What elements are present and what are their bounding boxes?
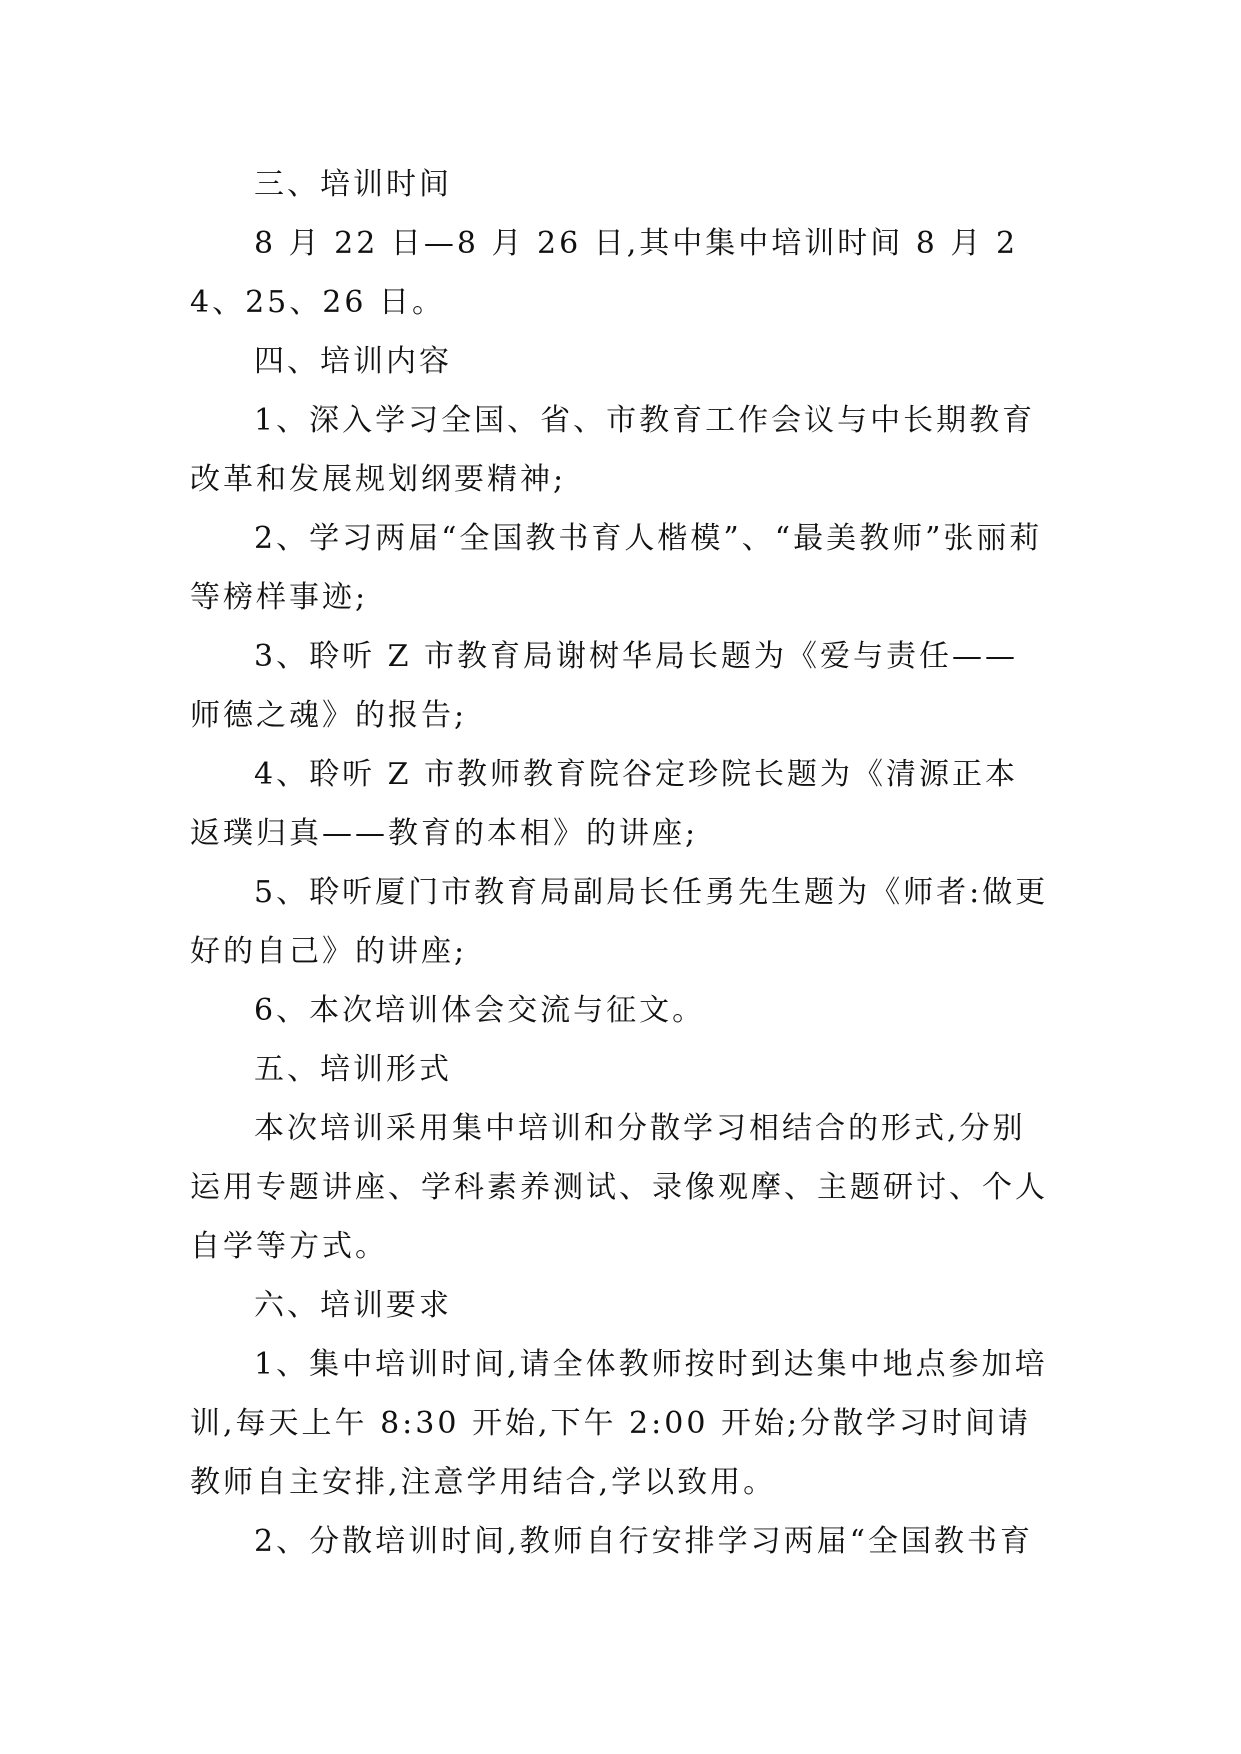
list-item-content-6: 6、本次培训体会交流与征文。 xyxy=(254,993,706,1028)
document-body xyxy=(190,155,1050,1571)
list-item-content-1: 1、深入学习全国、省、市教育工作会议与中长期教育改革和发展规划纲要精神; xyxy=(190,403,1036,497)
list-item-content-4: 4、聆听 Z 市教师教育院谷定珍院长题为《清源正本返璞归真——教育的本相》的讲座; xyxy=(190,757,1019,851)
list-item-content-3: 3、聆听 Z 市教育局谢树华局长题为《爱与责任——师德之魂》的报告; xyxy=(190,639,1019,733)
list-item-requirement-1: 1、集中培训时间,请全体教师按时到达集中地点参加培训,每天上午 8:30 开始,下午 2:00 开始;分散学习时间请教师自主安排,注意学用结合,学以致用。 xyxy=(190,1347,1048,1500)
section-heading-training-requirements: 六、培训要求 xyxy=(254,1288,452,1323)
list-item-content-2: 2、学习两届“全国教书育人楷模”、“最美教师”张丽莉等榜样事迹; xyxy=(190,521,1043,615)
list-item-requirement-2: 2、分散培训时间,教师自行安排学习两届“全国教书育 xyxy=(254,1524,1033,1559)
paragraph-training-dates: 8 月 22 日—8 月 26 日,其中集中培训时间 8 月 24、25、26 日。 xyxy=(190,226,1019,320)
paragraph-training-format: 本次培训采用集中培训和分散学习相结合的形式,分别运用专题讲座、学科素养测试、录像观摩、主题研讨、个人自学等方式。 xyxy=(190,1111,1048,1264)
section-heading-training-format: 五、培训形式 xyxy=(254,1052,452,1087)
section-heading-training-content: 四、培训内容 xyxy=(254,344,452,379)
section-heading-training-time: 三、培训时间 xyxy=(254,167,452,202)
list-item-content-5: 5、聆听厦门市教育局副局长任勇先生题为《师者:做更好的自己》的讲座; xyxy=(190,875,1049,969)
